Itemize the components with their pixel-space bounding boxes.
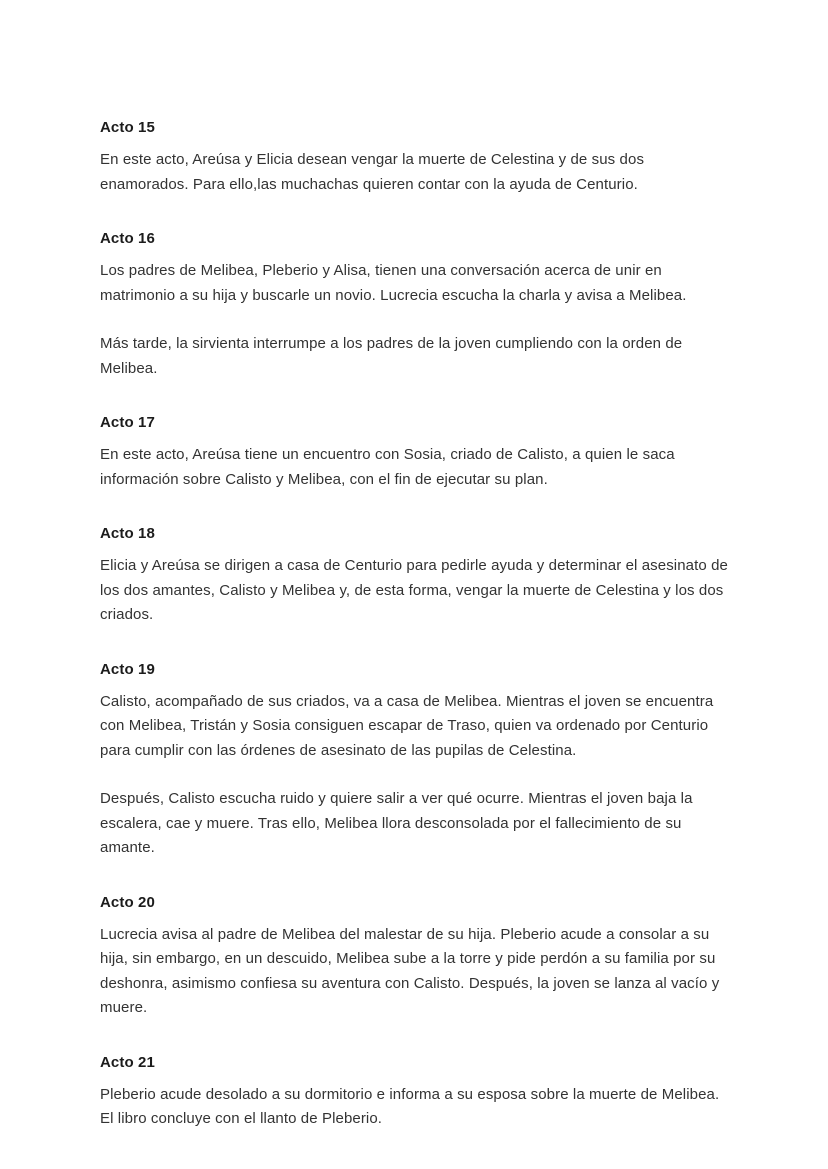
act-heading: Acto 18 bbox=[100, 525, 155, 542]
act-heading: Acto 19 bbox=[100, 660, 155, 678]
act-paragraph: Lucrecia avisa al padre de Melibea del malestar de su hija. Pleberio acude a consolar a su hija, sin embargo, en un descuido, Melibea sube a la torre y pide perdón a su familia por su deshonra, asimismo confiesa su aventura con Calisto. Después, la joven se lanza al vacío y muere. bbox=[100, 925, 720, 1016]
act-heading: Acto 21 bbox=[100, 1053, 155, 1071]
act-paragraph: En este acto, Areúsa tiene un encuentro con Sosia, criado de Calisto, a quien le saca información sobre Calisto y Melibea, con el fin de ejecutar su plan. bbox=[100, 446, 675, 488]
act-heading: Acto 16 bbox=[100, 230, 155, 247]
act-heading: Acto 15 bbox=[100, 119, 155, 136]
act-paragraph: Calisto, acompañado de sus criados, va a casa de Melibea. Mientras el joven se encuentra con Melibea, Tristán y Sosia consiguen escapar de Traso, quien va ordenado por Centurio para cumplir con las órdenes de asesinato de las pupilas de Celestina. bbox=[100, 692, 714, 759]
act-section bbox=[100, 411, 732, 492]
act-section bbox=[100, 658, 732, 861]
act-paragraph: Pleberio acude desolado a su dormitorio e informa a su esposa sobre la muerte de Melibea. El libro concluye con el llanto de Pleberio. bbox=[100, 1085, 720, 1127]
act-paragraph: Después, Calisto escucha ruido y quiere salir a ver qué ocurre. Mientras el joven baja la escalera, cae y muere. Tras ello, Melibea llora desconsolada por el fallecimiento de su amante. bbox=[100, 790, 693, 856]
act-paragraph: Elicia y Areúsa se dirigen a casa de Centurio para pedirle ayuda y determinar el asesinato de los dos amantes, Calisto y Melibea y, de esta forma, vengar la muerte de Celestina y los dos criados. bbox=[100, 557, 728, 623]
act-section bbox=[100, 522, 732, 628]
act-heading: Acto 20 bbox=[100, 893, 155, 911]
act-section bbox=[100, 227, 732, 381]
act-section bbox=[100, 891, 732, 1021]
act-paragraph: En este acto, Areúsa y Elicia desean vengar la muerte de Celestina y de sus dos enamorados. Para ello,las muchachas quieren contar con la ayuda de Centurio. bbox=[100, 151, 645, 193]
act-section bbox=[100, 1051, 732, 1132]
act-heading: Acto 17 bbox=[100, 414, 155, 431]
act-section bbox=[100, 116, 732, 197]
act-paragraph: Los padres de Melibea, Pleberio y Alisa, tienen una conversación acerca de unir en matrimonio a su hija y buscarle un novio. Lucrecia escucha la charla y avisa a Melibea. bbox=[100, 262, 687, 304]
act-paragraph: Más tarde, la sirvienta interrumpe a los padres de la joven cumpliendo con la orden de Melibea. bbox=[100, 335, 683, 377]
